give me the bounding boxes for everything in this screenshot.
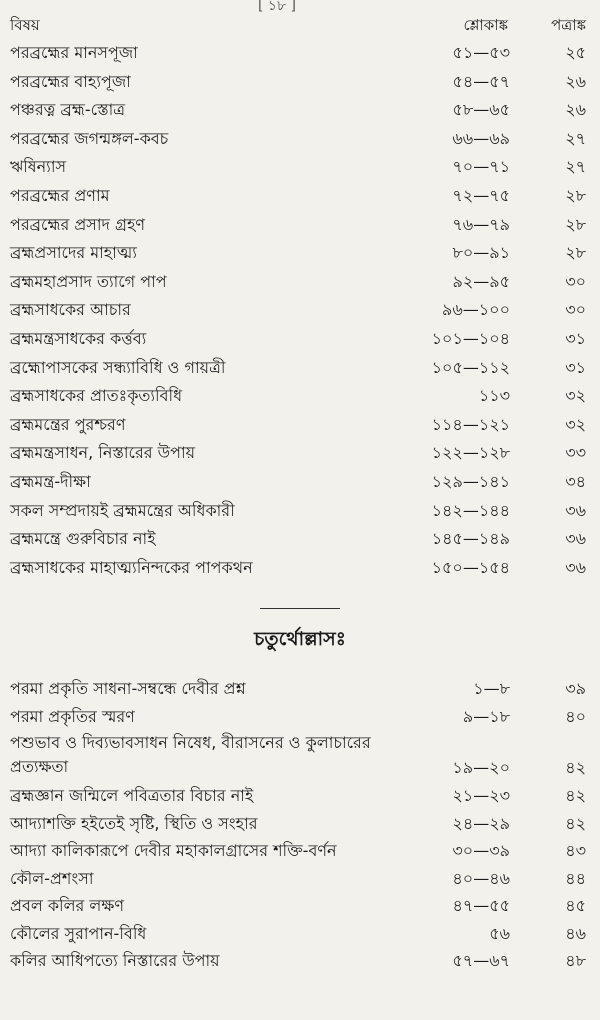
entry-title: ব্রহ্মোপাসকের সন্ধ্যাবিধি ও গায়ত্রী: [10, 357, 226, 377]
entry-page-number: ৪৪: [565, 868, 586, 888]
entry-page-number: ২৬: [565, 71, 586, 91]
entry-verse-range: ৯—১৮: [462, 706, 510, 726]
entry-page-number: ৪২: [565, 786, 586, 806]
entry-verse-range: ১৫০—১৫৪: [431, 557, 510, 577]
entry-page-number: ৪২: [565, 813, 586, 833]
entry-page-number: ২৮: [565, 243, 586, 263]
entry-title: ব্রহ্মমন্ত্র-দীক্ষা: [10, 472, 91, 491]
entry-page-number: ৩৩: [565, 443, 586, 463]
entry-verse-range: ৬৬—৬৯: [452, 128, 510, 148]
toc-entry: [10, 440, 588, 466]
entry-title: কৌল-প্রশংসা: [10, 868, 94, 888]
entry-page-number: ২৭: [565, 157, 586, 177]
toc-entry: [10, 40, 588, 66]
entry-verse-range: ৪০—৪৬: [452, 868, 510, 888]
entry-title: ব্রহ্মসাধকের প্রাতঃকৃত্যবিধি: [10, 386, 183, 406]
entry-verse-range: ৭০—৭১: [452, 157, 510, 177]
entry-verse-range: ৯২—৯৫: [452, 271, 510, 291]
entry-verse-range: ৫৪—৫৭: [452, 71, 510, 91]
entry-title: পরমা প্রকৃতির স্মরণ: [10, 706, 135, 726]
entry-page-number: ৪২: [565, 758, 586, 777]
entry-verse-range: ১৪২—১৪৪: [431, 500, 510, 520]
toc-entry: [10, 921, 588, 947]
entry-page-number: ৪৬: [565, 923, 586, 943]
entry-title: প্রবল কলির লক্ষণ: [10, 896, 124, 916]
entry-title: ব্রহ্মমহাপ্রসাদ ত্যাগে পাপ: [10, 271, 167, 291]
entry-title: ব্রহ্মমন্ত্রের পুরশ্চরণ: [10, 414, 126, 434]
entry-verse-range: ১০১—১০৪: [431, 329, 510, 348]
entry-page-number: ৪৮: [565, 951, 586, 971]
entry-page-number: ২৭: [565, 128, 586, 148]
toc-entry: [10, 269, 588, 295]
toc-entry: [10, 555, 588, 581]
entry-verse-range: ৮০—৯১: [452, 243, 510, 263]
entry-title: পরব্রহ্মের মানসপূজা: [10, 43, 138, 62]
entry-title: পরব্রহ্মের জগন্মঙ্গল-কবচ: [10, 128, 169, 148]
verse-column-label: শ্লোকাঙ্ক: [463, 16, 508, 34]
entry-page-number: ৩০: [565, 300, 586, 320]
entry-title: আদ্যা কালিকারূপে দেবীর মহাকালগ্রাসের শক্তি-বর্ণন: [10, 841, 337, 861]
entry-page-number: ৪৫: [565, 896, 586, 916]
toc-entry: [10, 355, 588, 381]
toc-entry: [10, 326, 588, 352]
toc-entry: [10, 183, 588, 209]
toc-entry: [10, 948, 588, 974]
entry-verse-range: ৫১—৫৩: [452, 43, 510, 62]
entry-title: পরব্রহ্মের বাহ্যপূজা: [10, 71, 131, 91]
entry-verse-range: ৫৬: [489, 923, 510, 943]
entry-page-number: ২৫: [565, 43, 586, 62]
toc-entry: [10, 126, 588, 152]
toc-entry: [10, 297, 588, 323]
toc-header: [10, 12, 590, 36]
entry-page-number: ৩২: [565, 386, 586, 406]
page-top-mark: [ ১৮ ]: [258, 0, 296, 14]
entry-title: পরমা প্রকৃতি সাধনা-সম্বন্ধে দেবীর প্রশ্ন: [10, 679, 246, 698]
toc-entry: [10, 704, 588, 730]
entry-page-number: ৩৪: [565, 472, 586, 491]
entry-verse-range: ১—৮: [473, 679, 510, 698]
entry-title: সকল সম্প্রদায়ই ব্রহ্মমন্ত্রের অধিকারী: [10, 500, 235, 520]
entry-verse-range: ১২২—১২৮: [431, 443, 510, 463]
entry-page-number: ২৮: [565, 186, 586, 205]
entry-verse-range: ১২৯—১৪১: [431, 472, 510, 491]
toc-entry: [10, 498, 588, 524]
entry-verse-range: ১৪৫—১৪৯: [431, 529, 510, 549]
entry-page-number: ৩১: [565, 329, 586, 348]
toc-entry: [10, 526, 588, 552]
toc-entry: [10, 412, 588, 438]
entry-title: পরব্রহ্মের প্রণাম: [10, 186, 110, 205]
toc-entry: [10, 811, 588, 837]
entry-verse-range: ১১৩: [478, 386, 510, 406]
entry-title: পঞ্চরত্ন ব্রহ্ম-স্তোত্র: [10, 100, 126, 120]
toc-entry: [10, 783, 588, 809]
entry-page-number: ৩৬: [565, 500, 586, 520]
entry-page-number: ২৬: [565, 100, 586, 120]
entry-title: ব্রহ্মজ্ঞান জন্মিলে পবিত্রতার বিচার নাই: [10, 786, 254, 806]
entry-page-number: ৩৯: [565, 679, 586, 698]
entry-page-number: ৩০: [565, 271, 586, 291]
toc-entry: [10, 212, 588, 238]
entry-verse-range: ৭২—৭৫: [452, 186, 510, 205]
entry-verse-range: ১১৪—১২১: [431, 414, 510, 434]
toc-entry: [10, 240, 588, 266]
entry-page-number: ৩৬: [565, 529, 586, 549]
entry-title: ঋষিন্যাস: [10, 157, 67, 177]
entry-title: ব্রহ্মমন্ত্রে গুরুবিচার নাই: [10, 529, 156, 549]
toc-entry: [10, 383, 588, 409]
entry-title: কলির আধিপত্যে নিস্তারের উপায়: [10, 951, 220, 971]
entry-verse-range: ২১—২৩: [452, 786, 510, 806]
toc-entry: [10, 97, 588, 123]
entry-title: ব্রহ্মসাধকের আচার: [10, 300, 131, 320]
entry-verse-range: ৫৮—৬৫: [452, 100, 510, 120]
entry-page-number: ২৮: [565, 214, 586, 234]
entry-verse-range: ৫৭—৬৭: [452, 951, 510, 971]
section-heading: চতুর্থোল্লাসঃ: [254, 628, 346, 650]
toc-entry: [10, 893, 588, 919]
entry-verse-range: ২৪—২৯: [452, 813, 510, 833]
toc-entry: [10, 731, 588, 781]
entry-title: ব্রহ্মপ্রসাদের মাহাত্ম্য: [10, 243, 137, 263]
subject-column-label: বিষয়: [10, 16, 40, 34]
entry-title: কৌলের সুরাপান-বিধি: [10, 923, 147, 943]
entry-verse-range: ৩০—৩৯: [452, 841, 510, 861]
page-column-label: পত্রাঙ্ক: [551, 16, 586, 34]
toc-entry: [10, 154, 588, 180]
entry-page-number: ৪৩: [565, 841, 586, 861]
entry-verse-range: ৯৬—১০০: [442, 300, 510, 320]
entry-title: ব্রহ্মমন্ত্রসাধন, নিস্তারের উপায়: [10, 443, 196, 463]
entry-page-number: ৩৬: [565, 557, 586, 577]
entry-title: আদ্যাশক্তি হইতেই সৃষ্টি, স্থিতি ও সংহার: [10, 813, 258, 833]
entry-verse-range: ৪৭—৫৫: [452, 896, 510, 916]
entry-verse-range: ৭৬—৭৯: [452, 214, 510, 234]
section-divider: [260, 608, 340, 609]
entry-title: ব্রহ্মমন্ত্রসাধকের কর্ত্তব্য: [10, 329, 147, 348]
toc-entry: [10, 676, 588, 702]
entry-title: ব্রহ্মসাধকের মাহাত্ম্যনিন্দকের পাপকথন: [10, 557, 253, 577]
entry-title: পরব্রহ্মের প্রসাদ গ্রহণ: [10, 214, 146, 234]
toc-entry: [10, 866, 588, 892]
entry-page-number: ৩১: [565, 357, 586, 377]
entry-verse-range: ১০৫—১১২: [431, 357, 510, 377]
toc-entry: [10, 838, 588, 864]
entry-title: পশুভাব ও দিব্যভাবসাধন নিষেধ, বীরাসনের ও কুলাচারের প্রত্যক্ষতা: [10, 733, 371, 776]
entry-page-number: ৩২: [565, 414, 586, 434]
toc-entry: [10, 469, 588, 495]
entry-verse-range: ১৯—২০: [452, 758, 510, 777]
entry-page-number: ৪০: [565, 706, 586, 726]
toc-entry: [10, 69, 588, 95]
